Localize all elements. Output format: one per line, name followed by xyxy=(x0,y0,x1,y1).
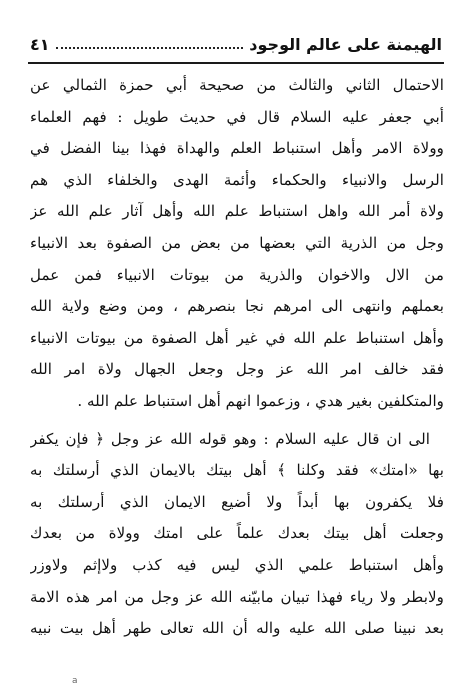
text-line: بها «امتك» فقد وكلنا ﴾ أهل بيتك بالايمان الذي أرسلتك به xyxy=(30,461,444,480)
header-dot-leader xyxy=(56,35,244,49)
text-line: الاحتمال الثاني والثالث من صحيحة أبي حمزة الثمالي عن xyxy=(30,76,444,94)
text-line: وأهل استنباط علم الله في غير أهل الصفوة من بيوتات الانبياء xyxy=(30,328,444,347)
paragraph-1 xyxy=(30,70,444,418)
text-line: فقد خالف امر الله عز وجل وجعل الجهال ولاة امر الله xyxy=(30,360,444,379)
text-line: وجل من الذرية التي بعضها من بعض من الصفوة بعد الانبياء xyxy=(30,233,444,252)
text-line: وولاة الامر وأهل استنباط العلم والهداة فهذا بينا الفضل في xyxy=(30,139,444,158)
page-number: ٤١ xyxy=(30,35,50,54)
text-line: والمتكلفين بغير هدي ، وزعموا انهم أهل استنباط علم الله . xyxy=(77,391,444,410)
text-line: فلا يكفرون بها أبداً ولا أضيع الايمان الذي أرسلتك به xyxy=(30,492,444,511)
text-line: ولابطر ولا رياء فهذا تبيان مابيّنه الله عز وجل من امر هذه الامة xyxy=(30,587,444,606)
text-line: من الال والاخوان والذرية من بيوتات الانبياء فمن عمل xyxy=(30,265,444,284)
paragraph-2 xyxy=(30,424,444,645)
text-line: وأهل استنباط علمي الذي ليس فيه كذب ولاإثم ولاوزر xyxy=(30,555,444,574)
text-line: بعملهم وانتهى الى امرهم نجا بنصرهم ، ومن وضع ولاية الله xyxy=(30,297,444,316)
header-rule xyxy=(28,62,444,64)
text-line: بعد نبينا صلى الله عليه واله أن الله تعالى طهر أهل بيت نبيه xyxy=(30,619,444,638)
text-line: الى ان قال عليه السلام : وهو قوله الله عز وجل ﴿ فإن يكفر xyxy=(30,429,430,448)
header-title: الهيمنة على عالم الوجود xyxy=(249,35,442,54)
body-text xyxy=(30,70,444,645)
running-header xyxy=(30,26,442,54)
text-line: وجعلت أهل بيتك بعدك علماً على امتك وولاة من بعدك xyxy=(30,524,444,543)
footer-mark: a xyxy=(72,676,78,686)
text-line: أبي جعفر عليه السلام قال في حديث طويل : فهم العلماء xyxy=(30,107,444,126)
text-line: ولاة أمر الله واهل استنباط علم الله وأهل آثار علم الله عز xyxy=(30,202,444,221)
text-line: الرسل والانبياء والحكماء وأئمة الهدى والخلفاء الذي هم xyxy=(30,170,444,189)
